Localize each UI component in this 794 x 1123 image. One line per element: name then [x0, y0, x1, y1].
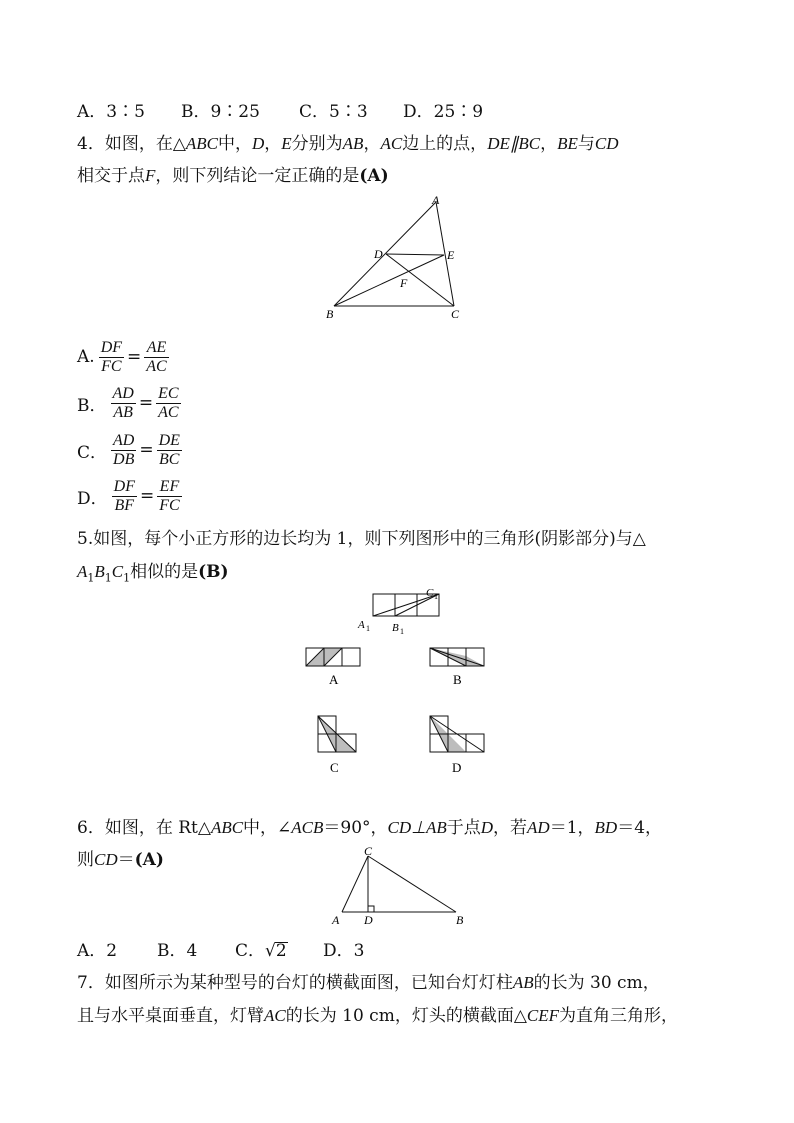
q6-option-d: D．3: [323, 941, 365, 961]
q5-line-1: 5.如图，每个小正方形的边长均为 1，则下列图形中的三角形(阴影部分)与△: [77, 529, 646, 549]
svg-text:A: A: [358, 619, 365, 631]
q3-option-c: C．5∶3: [299, 102, 368, 122]
q4-label-b: B: [326, 307, 334, 321]
q4-label-c: C: [451, 307, 460, 321]
svg-text:C: C: [364, 844, 373, 858]
q6-option-c: C．√2: [235, 941, 287, 961]
q6-line-2: 则CD＝(A): [77, 850, 164, 870]
q6-option-b: B．4: [157, 941, 198, 961]
q4-choice-c: C． $\frac{AD}{DB}$ = $\frac{DE}{BC}$: [77, 431, 180, 468]
q4-label-e: E: [447, 248, 455, 262]
q7-line-2: 且与水平桌面垂直，灯臂AC的长为 10 cm，灯头的横截面△CEF为直角三角形，: [77, 1006, 678, 1026]
q5-option-a-figure: [300, 644, 370, 692]
q5-reference-figure: [355, 584, 445, 634]
svg-text:B: B: [392, 622, 399, 634]
q3-option-b: B．9∶25: [181, 102, 260, 122]
svg-text:C: C: [330, 760, 339, 775]
q6-answer: (A): [134, 850, 164, 870]
svg-text:1: 1: [434, 592, 438, 601]
svg-text:1: 1: [366, 624, 370, 633]
q4-choice-b: B． $\frac{AD}{AB}$ = $\frac{EC}{AC}$: [77, 384, 179, 421]
q4-line-1: 4．如图，在△ABC中，D，E分别为AB，AC边上的点，DE∥BC，BE与CD: [77, 134, 619, 154]
q6-line-1: 6．如图，在 Rt△ABC中，∠ACB＝90°，CD⊥AB于点D，若AD＝1，BD＝4，: [77, 818, 663, 838]
svg-text:B: B: [453, 672, 462, 687]
q6-right-triangle-figure: [326, 842, 476, 932]
q4-label-a: A: [432, 193, 440, 207]
q4-choice-d: D． $\frac{DF}{BF}$ = $\frac{EF}{FC}$: [77, 477, 180, 514]
svg-text:D: D: [452, 760, 462, 775]
q5-answer: (B): [198, 562, 229, 582]
svg-text:D: D: [364, 913, 373, 927]
q7-line-1: 7．如图所示为某种型号的台灯的横截面图，已知台灯灯柱AB的长为 30 cm，: [77, 973, 660, 993]
q4-choice-a: A. $\frac{DF}{FC}$ = $\frac{AE}{AC}$: [77, 338, 167, 375]
q4-answer: (A): [359, 166, 389, 186]
svg-text:1: 1: [400, 627, 404, 634]
q4-label-f: F: [400, 276, 408, 290]
svg-text:A: A: [332, 913, 340, 927]
q3-options: [77, 100, 483, 124]
q5-option-d-figure: [424, 712, 492, 778]
q5-option-b-figure: [424, 644, 494, 692]
q3-option-a: A．3∶5: [77, 102, 145, 122]
svg-text:A: A: [329, 672, 339, 687]
q4-triangle-figure: [320, 192, 470, 324]
q6-options: [77, 939, 364, 963]
q4-label-d: D: [374, 247, 383, 261]
svg-text:C: C: [426, 587, 434, 599]
svg-text:B: B: [456, 913, 464, 927]
q6-option-a: A．2: [77, 941, 118, 961]
q4-line-2: 相交于点F，则下列结论一定正确的是(A): [77, 166, 389, 186]
q3-option-d: D．25∶9: [403, 102, 484, 122]
q5-option-c-figure: [312, 712, 362, 778]
q5-line-2: $A_1B_1C_1$相似的是(B): [77, 562, 229, 585]
